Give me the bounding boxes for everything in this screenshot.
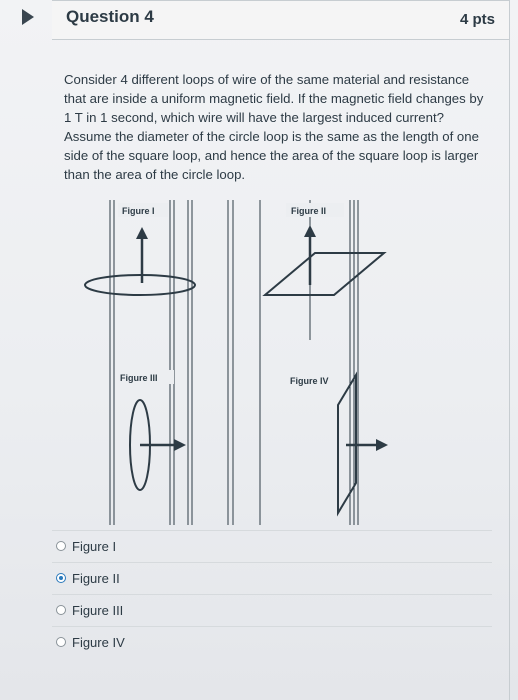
figure-iv-label: Figure IV <box>290 376 329 386</box>
figure-iii-label: Figure III <box>120 373 158 383</box>
magnetic-field-figure <box>70 195 390 550</box>
figure-iv-field-arrow-icon <box>376 439 388 451</box>
figure-ii-field-lines <box>228 200 358 340</box>
answer-option-figure-i[interactable] <box>52 530 492 562</box>
question-marker-icon <box>0 8 38 26</box>
question-text: Consider 4 different loops of wire of the same material and resistance that are inside a uniform magnetic field. If the magnetic field changes by 1 T in 1 second, which wire will have the largest induced current? Assume the diameter of the circle loop is the same as the length of one side of the square loop, and hence the area of the square loop is larger than the area of the circle loop. <box>64 72 484 182</box>
radio-button[interactable] <box>56 637 66 647</box>
answer-option-figure-iv[interactable] <box>52 626 492 658</box>
answer-option-figure-ii[interactable] <box>52 562 492 594</box>
figure-ii-square-loop <box>265 253 384 295</box>
figure-i-field-lines <box>110 200 192 340</box>
answer-option-figure-iii[interactable] <box>52 594 492 626</box>
question-title: Question 4 <box>66 7 154 26</box>
radio-button-selected[interactable] <box>56 573 66 583</box>
question-body <box>52 40 510 700</box>
figure-i-field-arrow-icon <box>136 227 148 239</box>
figure-iii-field-arrow-icon <box>174 439 186 451</box>
answer-label: Figure II <box>72 571 120 586</box>
question-header <box>52 0 510 40</box>
question-points: 4 pts <box>459 11 495 28</box>
radio-button[interactable] <box>56 605 66 615</box>
answer-label: Figure I <box>72 539 117 554</box>
figure-i-circle-loop <box>85 275 195 295</box>
figure-i-label: Figure I <box>122 206 155 216</box>
figure-iii-field-lines <box>110 340 192 525</box>
answer-label: Figure IV <box>72 635 125 650</box>
answer-label: Figure III <box>72 603 124 618</box>
figure-ii-field-arrow-icon <box>304 225 316 237</box>
figure-ii-label: Figure II <box>291 206 327 216</box>
radio-button[interactable] <box>56 541 66 551</box>
